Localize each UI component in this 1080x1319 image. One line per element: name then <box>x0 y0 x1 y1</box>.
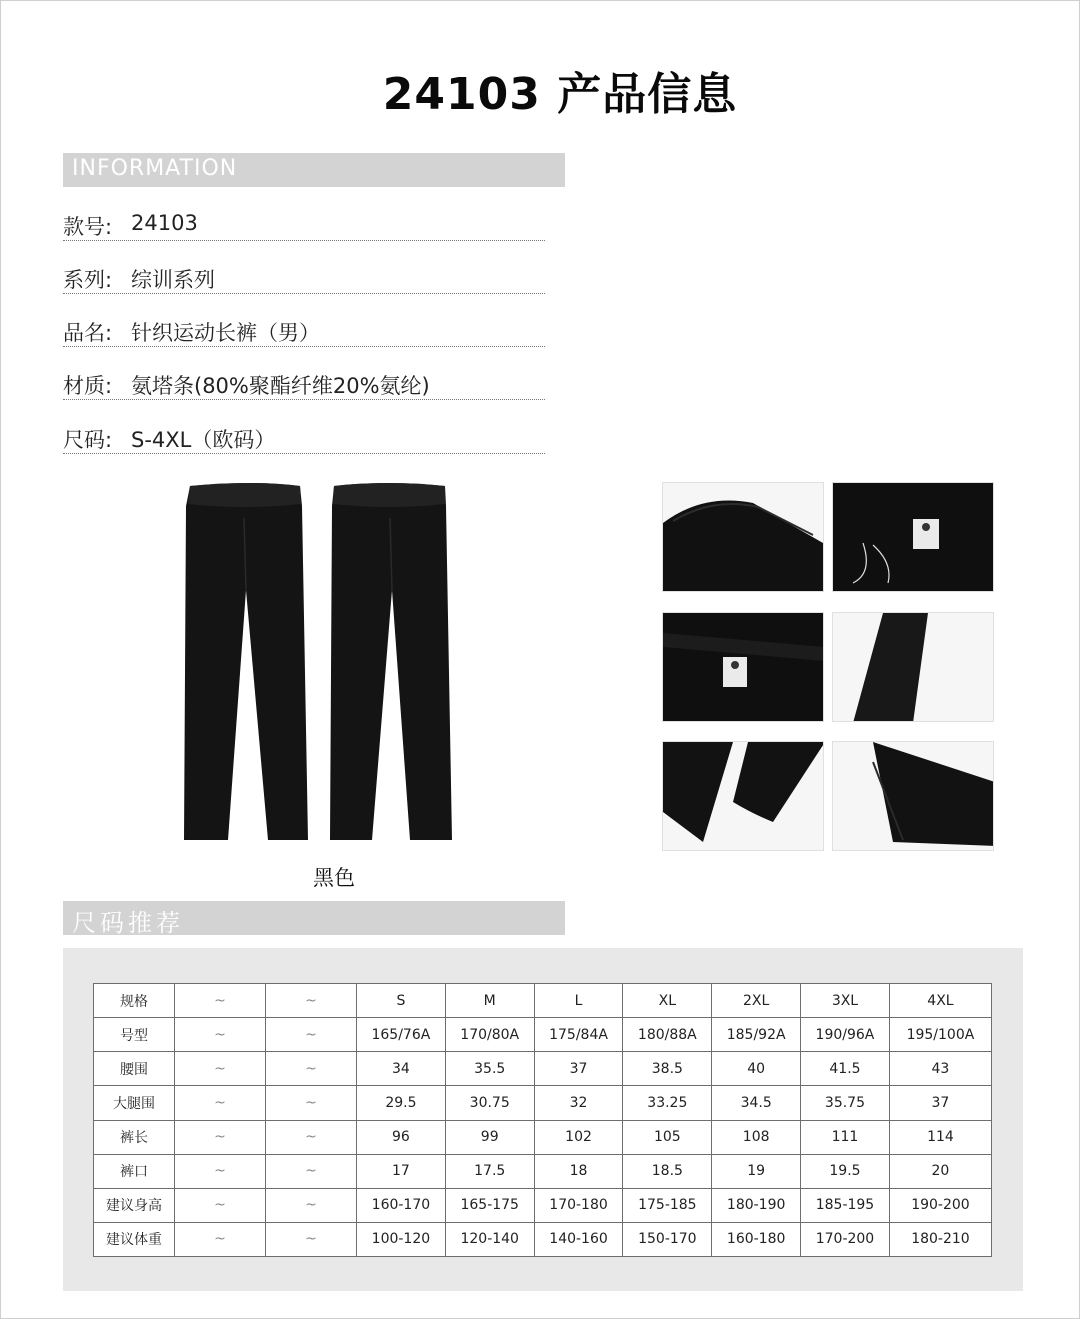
table-cell: ~ <box>175 1154 266 1188</box>
table-row <box>94 1086 992 1120</box>
table-row <box>94 1222 992 1256</box>
size-recommendation-header-label: 尺码推荐 <box>72 909 184 937</box>
table-cell: 18 <box>534 1154 623 1188</box>
table-cell: 34 <box>357 1052 446 1086</box>
info-key: 尺码: <box>63 428 113 452</box>
table-cell: ~ <box>175 1052 266 1086</box>
table-cell: 3XL <box>801 984 890 1018</box>
table-cell: 140-160 <box>534 1222 623 1256</box>
detail-thumb-label <box>662 612 824 722</box>
table-cell: 4XL <box>889 984 991 1018</box>
table-cell: 100-120 <box>357 1222 446 1256</box>
color-label: 黑色 <box>313 866 355 890</box>
table-cell: 30.75 <box>445 1086 534 1120</box>
table-cell: 114 <box>889 1120 991 1154</box>
info-row-material <box>63 370 545 400</box>
table-cell: ~ <box>175 1018 266 1052</box>
table-cell: 180-190 <box>712 1188 801 1222</box>
table-cell: 185/92A <box>712 1018 801 1052</box>
table-cell: 175/84A <box>534 1018 623 1052</box>
table-row <box>94 1018 992 1052</box>
info-value: 氨塔条(80%聚酯纤维20%氨纶) <box>131 374 430 398</box>
table-cell: ~ <box>175 1222 266 1256</box>
table-cell: 99 <box>445 1120 534 1154</box>
table-cell: 20 <box>889 1154 991 1188</box>
table-cell: 195/100A <box>889 1018 991 1052</box>
table-cell: 105 <box>623 1120 712 1154</box>
table-cell: 180/88A <box>623 1018 712 1052</box>
information-header-bar <box>63 153 565 187</box>
table-cell: 33.25 <box>623 1086 712 1120</box>
detail-thumb-side-leg <box>832 612 994 722</box>
table-cell: 185-195 <box>801 1188 890 1222</box>
table-row-label: 腰围 <box>94 1052 175 1086</box>
table-cell: 34.5 <box>712 1086 801 1120</box>
table-cell: 32 <box>534 1086 623 1120</box>
table-cell: ~ <box>266 1086 357 1120</box>
info-row-product-name <box>63 317 545 347</box>
table-cell: 111 <box>801 1120 890 1154</box>
info-key: 品名: <box>63 321 113 345</box>
size-table <box>93 983 992 1257</box>
pants-front-back-illustration <box>180 480 470 845</box>
table-cell: 17 <box>357 1154 446 1188</box>
info-value: 24103 <box>131 211 198 235</box>
info-row-style-number <box>63 211 545 241</box>
table-row <box>94 1154 992 1188</box>
table-cell: ~ <box>266 984 357 1018</box>
information-header-label: INFORMATION <box>72 156 238 181</box>
table-cell: 120-140 <box>445 1222 534 1256</box>
table-cell: 41.5 <box>801 1052 890 1086</box>
info-value: 针织运动长裤（男） <box>131 321 320 345</box>
table-row <box>94 1052 992 1086</box>
table-cell: 102 <box>534 1120 623 1154</box>
table-cell: 37 <box>534 1052 623 1086</box>
table-cell: ~ <box>266 1120 357 1154</box>
info-row-series <box>63 264 545 294</box>
table-cell: 35.5 <box>445 1052 534 1086</box>
table-cell: 19.5 <box>801 1154 890 1188</box>
info-value: 综训系列 <box>131 268 215 292</box>
page-title: 24103 产品信息 <box>382 69 738 120</box>
table-cell: 96 <box>357 1120 446 1154</box>
table-cell: 38.5 <box>623 1052 712 1086</box>
table-cell: 17.5 <box>445 1154 534 1188</box>
table-cell: ~ <box>266 1188 357 1222</box>
table-row-label: 号型 <box>94 1018 175 1052</box>
table-cell: 160-170 <box>357 1188 446 1222</box>
size-recommendation-header-bar <box>63 901 565 935</box>
table-row-label: 建议身高 <box>94 1188 175 1222</box>
detail-thumb-leg-opening <box>662 741 824 851</box>
table-cell: 37 <box>889 1086 991 1120</box>
pants-front <box>184 483 308 840</box>
table-cell: 150-170 <box>623 1222 712 1256</box>
product-main-image <box>180 480 470 845</box>
table-cell: 190/96A <box>801 1018 890 1052</box>
pants-back <box>330 483 452 840</box>
table-cell: ~ <box>266 1154 357 1188</box>
table-cell: 170-200 <box>801 1222 890 1256</box>
table-cell: 170/80A <box>445 1018 534 1052</box>
info-row-size-range <box>63 424 545 454</box>
table-row <box>94 1120 992 1154</box>
table-cell: ~ <box>175 1188 266 1222</box>
table-cell: 170-180 <box>534 1188 623 1222</box>
table-cell: ~ <box>175 984 266 1018</box>
table-row-label: 大腿围 <box>94 1086 175 1120</box>
table-cell: 108 <box>712 1120 801 1154</box>
table-cell: 160-180 <box>712 1222 801 1256</box>
detail-thumb-drawstring <box>832 482 994 592</box>
table-cell: M <box>445 984 534 1018</box>
detail-thumb-waistband <box>662 482 824 592</box>
info-key: 系列: <box>63 268 113 292</box>
table-cell: 43 <box>889 1052 991 1086</box>
table-cell: 175-185 <box>623 1188 712 1222</box>
table-cell: XL <box>623 984 712 1018</box>
table-row-label: 建议体重 <box>94 1222 175 1256</box>
table-cell: ~ <box>266 1222 357 1256</box>
table-row <box>94 984 992 1018</box>
table-cell: ~ <box>266 1052 357 1086</box>
table-cell: 29.5 <box>357 1086 446 1120</box>
table-cell: 40 <box>712 1052 801 1086</box>
table-cell: 19 <box>712 1154 801 1188</box>
table-row <box>94 1188 992 1222</box>
table-cell: 190-200 <box>889 1188 991 1222</box>
table-cell: ~ <box>266 1018 357 1052</box>
table-cell: ~ <box>175 1120 266 1154</box>
table-cell: 2XL <box>712 984 801 1018</box>
table-row-label: 裤口 <box>94 1154 175 1188</box>
table-cell: 165-175 <box>445 1188 534 1222</box>
table-row-label: 规格 <box>94 984 175 1018</box>
table-cell: 180-210 <box>889 1222 991 1256</box>
info-value: S-4XL（欧码） <box>131 428 276 452</box>
table-cell: L <box>534 984 623 1018</box>
table-cell: 18.5 <box>623 1154 712 1188</box>
table-cell: ~ <box>175 1086 266 1120</box>
table-cell: 165/76A <box>357 1018 446 1052</box>
info-key: 款号: <box>63 215 113 239</box>
detail-thumb-hem <box>832 741 994 851</box>
table-row-label: 裤长 <box>94 1120 175 1154</box>
info-key: 材质: <box>63 374 113 398</box>
table-cell: 35.75 <box>801 1086 890 1120</box>
table-cell: S <box>357 984 446 1018</box>
